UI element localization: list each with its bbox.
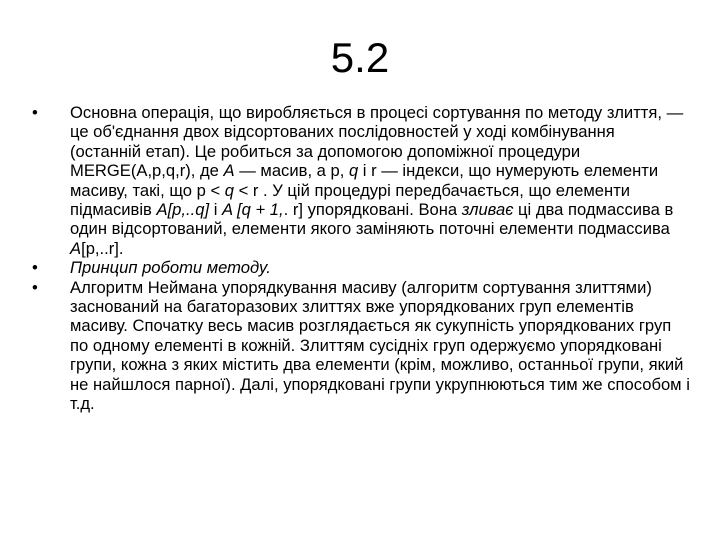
bullet-text: Алгоритм Неймана упорядкування масиву (алгоритм сортування злиттями) заснований на багаторазових злиттях вже упорядкованих груп елементів масиву. Спочатку весь масив розглядається як сукупність упорядкованих груп по одному елементі в кожній. Злиттям сусідніх груп одержуємо упорядковані групи, кожна з яких містить два елементи (крім, можливо, останньої групи, який не найшлося парної). Далі, упорядковані групи укрупнюються тим же способом і т.д. — [70, 277, 690, 414]
index-variable: q — [224, 180, 234, 200]
bullet-list — [30, 103, 690, 414]
bullet-text-segment: ці два подмассива в один відсортований, елементи якого заміняють поточні елементи подмассива — [70, 200, 674, 239]
bullet-item-neumann-algorithm — [30, 278, 690, 414]
bullet-text-segment: < r . У цій процедурі передбачається, що елементи підмасивів — [70, 180, 631, 220]
subarray-range: A[p,..q] — [156, 200, 210, 220]
bullet-text-segment: і r — індекси, що нумерують елементи масиву, такі, що p < — [70, 161, 659, 200]
bullet-icon: • — [32, 258, 38, 278]
index-variable: q — [348, 161, 359, 181]
bullet-text-segment: і — [209, 200, 222, 220]
bullet-icon: • — [32, 277, 38, 297]
bullet-item-method-principle — [30, 258, 690, 277]
array-variable: A — [223, 161, 235, 181]
bullet-text-segment: . r] упорядковані. Вона — [283, 200, 462, 220]
subarray-range: A [q + 1, — [222, 200, 284, 220]
bullet-text: Принцип роботи методу. — [70, 258, 271, 278]
bullet-text-segment: Основна операція, що виробляється в процесі сортування по методу злиття, — це об'єднання двох відсортованих послідовностей у ході комбінування (останній етап). Це робиться за допомогою допоміжної процедури MERGE(A,p,q,r), де — [70, 103, 684, 181]
slide-title: 5.2 — [330, 34, 390, 81]
array-variable: A — [70, 238, 82, 258]
bullet-text-segment: — масив, а p, — [234, 161, 349, 181]
bullet-text-segment: [p,..r]. — [81, 238, 124, 258]
bullet-item-merge-operation — [30, 103, 690, 258]
bullet-icon: • — [32, 103, 38, 122]
emphasized-verb: зливає — [461, 200, 514, 220]
